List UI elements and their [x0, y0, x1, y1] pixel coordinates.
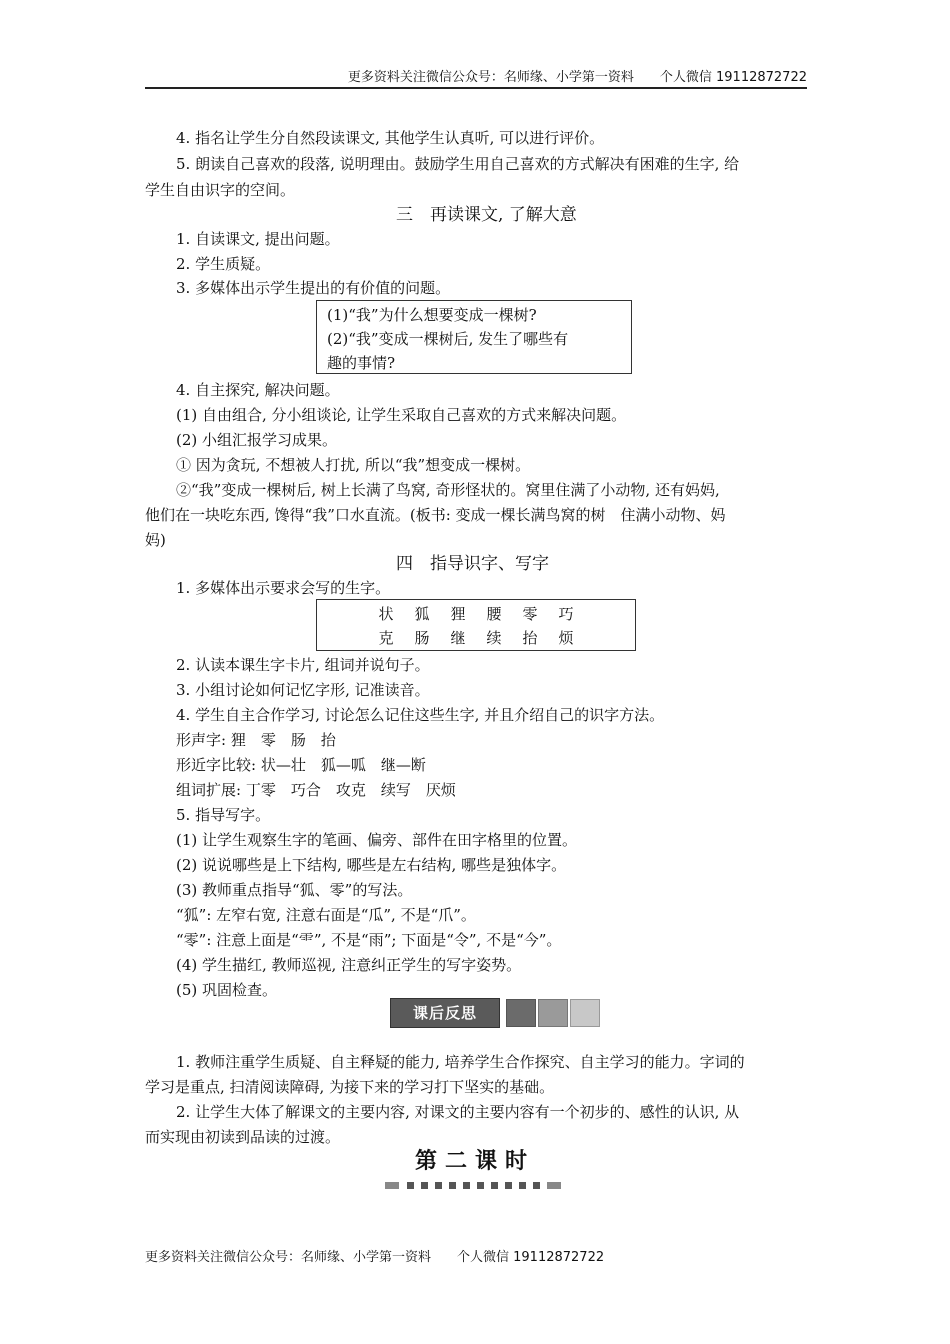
underline-dash [463, 1182, 470, 1189]
text-line: (2) 说说哪些是上下结构, 哪些是左右结构, 哪些是独体字。 [176, 856, 567, 874]
question-1: (1)“我”为什么想要变成一棵树? [327, 306, 537, 324]
text-line: 5. 指导写字。 [176, 806, 271, 824]
text-line: (5) 巩固检查。 [176, 981, 278, 999]
text-line: 形近字比较: 状—壮 狐—呱 继—断 [176, 756, 426, 774]
character: 狸 [450, 605, 466, 623]
text-line: “狐”: 左窄右宽, 注意右面是“瓜”, 不是“爪”。 [176, 906, 476, 924]
character: 零 [522, 605, 538, 623]
lesson-underline [385, 1180, 565, 1190]
underline-dash [407, 1182, 414, 1189]
page-header: 更多资料关注微信公众号：名师缘、小学第一资料 个人微信 19112872722 [347, 70, 807, 85]
banner-block [538, 999, 568, 1027]
text-line: (3) 教师重点指导“狐、零”的写法。 [176, 881, 413, 899]
character: 抬 [522, 629, 538, 647]
character: 续 [486, 629, 502, 647]
text-line: 2. 学生质疑。 [176, 255, 271, 273]
underline-dash [435, 1182, 442, 1189]
page-footer: 更多资料关注微信公众号：名师缘、小学第一资料 个人微信 19112872722 [145, 1250, 605, 1265]
character-box [316, 599, 636, 651]
underline-dash [477, 1182, 484, 1189]
underline-dash [519, 1182, 526, 1189]
text-line: 1. 多媒体出示要求会写的生字。 [176, 579, 391, 597]
character-row-2 [317, 626, 635, 650]
question-2: (2)“我”变成一棵树后, 发生了哪些有 [327, 330, 569, 348]
text-line: (2) 小组汇报学习成果。 [176, 431, 338, 449]
underline-dash [547, 1182, 561, 1189]
reflection-banner-label: 课后反思 [390, 998, 500, 1028]
header-rule [145, 87, 807, 89]
text-line: 形声字: 狸 零 肠 抬 [176, 731, 336, 749]
text-line: (1) 自由组合, 分小组谈论, 让学生采取自己喜欢的方式来解决问题。 [176, 406, 627, 424]
text-line: 2. 认读本课生字卡片, 组词并说句子。 [176, 656, 430, 674]
text-line: 4. 自主探究, 解决问题。 [176, 381, 340, 399]
lesson-title: 第二课时 [414, 1149, 535, 1174]
underline-dash [449, 1182, 456, 1189]
text-line: (4) 学生描红, 教师巡视, 注意纠正学生的写字姿势。 [176, 956, 522, 974]
underline-dash [533, 1182, 540, 1189]
text-line: “零”: 注意上面是“⻗”, 不是“雨”; 下面是“令”, 不是“今”。 [176, 931, 562, 949]
text-line: 5. 朗读自己喜欢的段落, 说明理由。鼓励学生用自己喜欢的方式解决有困难的生字, 给 [176, 155, 740, 173]
text-line: 学习是重点, 扫清阅读障碍, 为接下来的学习打下坚实的基础。 [145, 1078, 555, 1096]
character: 克 [378, 629, 394, 647]
text-line: 3. 多媒体出示学生提出的有价值的问题。 [176, 279, 451, 297]
text-line: 妈) [145, 531, 166, 549]
banner-block [506, 999, 536, 1027]
text-line: (1) 让学生观察生字的笔画、偏旁、部件在田字格里的位置。 [176, 831, 578, 849]
underline-dash [505, 1182, 512, 1189]
character: 继 [450, 629, 466, 647]
question-box [316, 300, 632, 374]
text-line: 1. 自读课文, 提出问题。 [176, 230, 340, 248]
underline-dash [385, 1182, 399, 1189]
character: 巧 [558, 605, 574, 623]
text-line: 2. 让学生大体了解课文的主要内容, 对课文的主要内容有一个初步的、感性的认识, 从 [176, 1103, 740, 1121]
character: 状 [378, 605, 394, 623]
character: 腰 [486, 605, 502, 623]
text-line: 4. 学生自主合作学习, 讨论怎么记住这些生字, 并且介绍自己的识字方法。 [176, 706, 665, 724]
section-heading-3: 三 再读课文, 了解大意 [396, 205, 577, 225]
text-line: 他们在一块吃东西, 馋得“我”口水直流。(板书: 变成一棵长满鸟窝的树 住满小动物、妈 [145, 506, 726, 524]
text-line: 而实现由初读到品读的过渡。 [145, 1128, 341, 1146]
lesson-heading [380, 1144, 570, 1194]
character: 肠 [414, 629, 430, 647]
underline-dash [421, 1182, 428, 1189]
underline-dash [491, 1182, 498, 1189]
question-2-cont: 趣的事情? [327, 354, 396, 372]
text-line: 4. 指名让学生分自然段读课文, 其他学生认真听, 可以进行评价。 [176, 129, 605, 147]
character: 烦 [558, 629, 574, 647]
character: 狐 [414, 605, 430, 623]
text-line: 组词扩展: 丁零 巧合 攻克 续写 厌烦 [176, 781, 456, 799]
text-line: ① 因为贪玩, 不想被人打扰, 所以“我”想变成一棵树。 [176, 456, 531, 474]
character-row-1 [317, 602, 635, 626]
text-line: 3. 小组讨论如何记忆字形, 记准读音。 [176, 681, 430, 699]
text-line: 1. 教师注重学生质疑、自主释疑的能力, 培养学生合作探究、自主学习的能力。字词的 [176, 1053, 745, 1071]
banner-block [570, 999, 600, 1027]
text-line: 学生自由识字的空间。 [145, 181, 296, 199]
reflection-banner [390, 998, 600, 1028]
section-heading-4: 四 指导识字、写字 [396, 554, 549, 574]
text-line: ②“我”变成一棵树后, 树上长满了鸟窝, 奇形怪状的。窝里住满了小动物, 还有妈妈, [176, 481, 720, 499]
